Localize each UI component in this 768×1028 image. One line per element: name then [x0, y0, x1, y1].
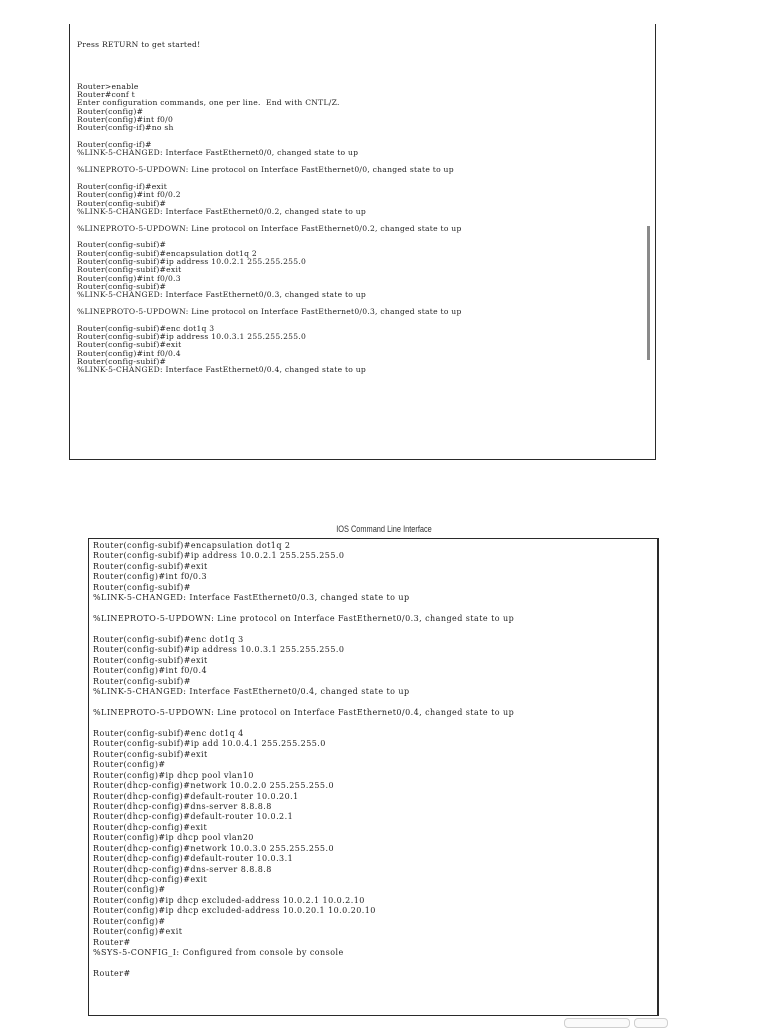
console-line: Router(config-subif)#	[77, 281, 167, 291]
console-line: Router(config-subif)#enc dot1q 4	[93, 728, 244, 738]
console-line: Router#conf t	[77, 90, 135, 100]
console-line: Router(config-subif)#encapsulation dot1q 2	[77, 248, 257, 258]
console-line: Router(dhcp-config)#dns-server 8.8.8.8	[93, 864, 272, 874]
console-line: Router(config-subif)#enc dot1q 3	[93, 634, 244, 644]
paste-button[interactable]	[634, 1018, 668, 1028]
console-line: %LINK-5-CHANGED: Interface FastEthernet0/0.2, changed state to up	[77, 206, 367, 216]
console-line: Router(config)#int f0/0.3	[77, 273, 181, 283]
copy-button[interactable]	[564, 1018, 630, 1028]
console-line: Router(config-subif)#ip address 10.0.2.1 255.255.255.0	[93, 551, 345, 561]
console-line: Router(config-subif)#exit	[93, 655, 208, 665]
console-line: Router(config)#int f0/0.3	[93, 572, 207, 582]
console-line: Router(dhcp-config)#exit	[93, 822, 208, 832]
console-line: Router(config-subif)#	[93, 676, 191, 686]
top-console-lines	[77, 41, 641, 375]
console-line	[77, 133, 641, 141]
console-line: Router(config-subif)#ip address 10.0.3.1 255.255.255.0	[93, 645, 345, 655]
console-line: Router(dhcp-config)#network 10.0.2.0 255.255.255.0	[93, 781, 335, 791]
top-console-output[interactable]	[69, 24, 656, 460]
console-line: %LINK-5-CHANGED: Interface FastEthernet0/0, changed state to up	[77, 148, 359, 158]
console-line: Router(config)#ip dhcp excluded-address 10.0.20.1 10.0.20.10	[93, 906, 376, 916]
console-line: %LINEPROTO-5-UPDOWN: Line protocol on Interface FastEthernet0/0, changed state to up	[77, 165, 454, 175]
console-line: Press RETURN to get started!	[77, 40, 201, 49]
console-line	[77, 74, 641, 82]
console-line	[77, 49, 641, 57]
console-line: Router(config-subif)#exit	[77, 340, 182, 350]
console-line	[77, 66, 641, 74]
console-line: Router(config-subif)#exit	[77, 265, 182, 275]
console-line: Router(dhcp-config)#default-router 10.0.3.1	[93, 854, 294, 864]
console-line: Router(config-subif)#	[77, 357, 167, 367]
window-title: IOS Command Line Interface	[336, 524, 432, 534]
console-line: Router(config)#int f0/0.4	[93, 666, 207, 676]
console-line: Router(config-subif)#exit	[93, 749, 208, 759]
bottom-console-output[interactable]	[88, 538, 659, 1016]
console-line: Router(config)#	[93, 885, 166, 895]
console-line: Router(config-subif)#ip address 10.0.3.1 255.255.255.0	[77, 332, 307, 342]
top-console-scrollbar[interactable]	[647, 24, 650, 459]
console-line: Router(config)#ip dhcp excluded-address 10.0.2.1 10.0.2.10	[93, 895, 365, 905]
console-line	[93, 604, 649, 614]
console-line: %SYS-5-CONFIG_I: Configured from console by console	[93, 948, 344, 958]
console-line: Router(config-subif)#ip add 10.0.4.1 255.255.255.0	[93, 739, 326, 749]
console-line	[93, 625, 649, 635]
console-line: Router(config-if)#exit	[77, 181, 168, 191]
console-line: Router(config)#exit	[93, 927, 183, 937]
console-line: Enter configuration commands, one per line. End with CNTL/Z.	[77, 98, 340, 108]
console-line: Router>enable	[77, 81, 139, 91]
console-line: Router(config-subif)#	[77, 198, 167, 208]
console-line: %LINK-5-CHANGED: Interface FastEthernet0/0.3, changed state to up	[77, 290, 367, 300]
console-line: Router(config-subif)#ip address 10.0.2.1 255.255.255.0	[77, 256, 307, 266]
console-line: Router(config)#	[93, 916, 166, 926]
console-line: %LINK-5-CHANGED: Interface FastEthernet0/0.4, changed state to up	[93, 687, 410, 697]
console-line: %LINEPROTO-5-UPDOWN: Line protocol on Interface FastEthernet0/0.3, changed state to up	[93, 614, 515, 624]
console-line	[93, 698, 649, 708]
console-line: Router(config-subif)#enc dot1q 3	[77, 323, 215, 333]
console-line: Router#	[93, 968, 131, 978]
console-line: %LINEPROTO-5-UPDOWN: Line protocol on Interface FastEthernet0/0.3, changed state to up	[77, 307, 462, 316]
console-line: Router(dhcp-config)#dns-server 8.8.8.8	[93, 801, 272, 811]
bottom-console-lines	[93, 541, 649, 979]
console-line: Router(config)#ip dhcp pool vlan10	[93, 770, 254, 780]
console-line	[93, 959, 649, 969]
console-line: Router(config)#ip dhcp pool vlan20	[93, 833, 254, 843]
console-line: %LINK-5-CHANGED: Interface FastEthernet0/0.3, changed state to up	[93, 593, 410, 603]
console-line: %LINEPROTO-5-UPDOWN: Line protocol on Interface FastEthernet0/0.4, changed state to up	[93, 708, 515, 717]
console-line: Router(config)#int f0/0.2	[77, 190, 181, 200]
console-line: Router(dhcp-config)#default-router 10.0.20.1	[93, 791, 299, 801]
console-line: Router(config-if)#	[77, 140, 152, 150]
console-line: Router(config-if)#no sh	[77, 123, 174, 133]
console-line: Router(config)#	[77, 106, 144, 116]
console-line	[77, 58, 641, 66]
footer-buttons	[560, 1018, 670, 1028]
console-line: Router(config-subif)#	[77, 240, 167, 250]
console-line: Router(dhcp-config)#default-router 10.0.2.1	[93, 812, 294, 822]
console-line: Router(dhcp-config)#network 10.0.3.0 255.255.255.0	[93, 843, 335, 853]
console-line: %LINK-5-CHANGED: Interface FastEthernet0/0.4, changed state to up	[77, 365, 367, 375]
console-line: Router#	[93, 937, 131, 947]
console-line: Router(config-subif)#encapsulation dot1q 2	[93, 541, 291, 550]
console-line: Router(config-subif)#exit	[93, 561, 208, 571]
top-console-scroll-thumb[interactable]	[647, 226, 650, 360]
console-line: %LINEPROTO-5-UPDOWN: Line protocol on Interface FastEthernet0/0.2, changed state to up	[77, 223, 462, 233]
console-line: Router(config-subif)#	[93, 582, 191, 592]
console-line: Router(config)#int f0/0	[77, 115, 174, 125]
console-line	[93, 718, 649, 728]
console-line: Router(dhcp-config)#exit	[93, 875, 208, 884]
console-line: Router(config)#	[93, 760, 166, 770]
console-line: Router(config)#int f0/0.4	[77, 348, 181, 358]
